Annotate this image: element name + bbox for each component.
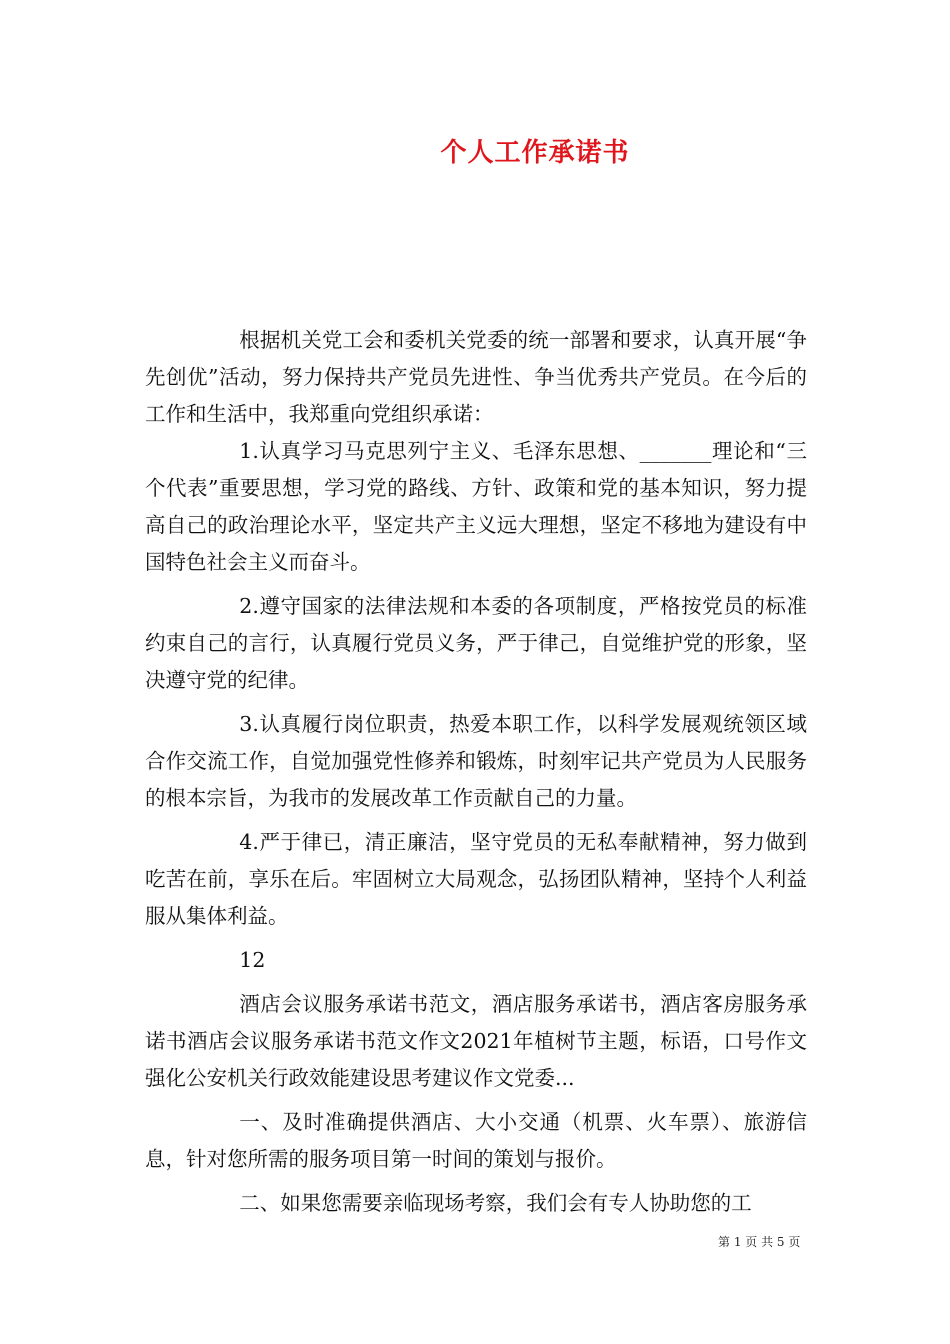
paragraph-commitment-4: 4.严于律已，清正廉洁，坚守党员的无私奉献精神，努力做到吃苦在前，享乐在后。牢固树立大局观念，弘扬团队精神，坚持个人利益服从集体利益。	[145, 830, 807, 928]
page-footer: 第 1 页 共 5 页	[718, 1235, 801, 1249]
document-body	[145, 322, 807, 1222]
paragraph-hotel-item-1: 一、及时准确提供酒店、大小交通（机票、火车票）、旅游信息，针对您所需的服务项目第一时间的策划与报价。	[145, 1110, 807, 1171]
paragraph-hotel-summary: 酒店会议服务承诺书范文，酒店服务承诺书，酒店客房服务承诺书酒店会议服务承诺书范文作文2021年植树节主题，标语，口号作文强化公安机关行政效能建设思考建议作文党委...	[145, 992, 807, 1090]
document-title: 个人工作承诺书	[440, 138, 630, 168]
paragraph-commitment-3: 3.认真履行岗位职责，热爱本职工作，以科学发展观统领区域合作交流工作，自觉加强党性修养和锻炼，时刻牢记共产党员为人民服务的根本宗旨，为我市的发展改革工作贡献自己的力量。	[145, 712, 807, 810]
inline-number: 12	[239, 948, 266, 972]
paragraph-intro: 根据机关党工会和委机关党委的统一部署和要求，认真开展“争先创优”活动，努力保持共产党员先进性、争当优秀共产党员。在今后的工作和生活中，我郑重向党组织承诺：	[145, 328, 807, 426]
paragraph-commitment-1: 1.认真学习马克思列宁主义、毛泽东思想、_______理论和“三个代表”重要思想，学习党的路线、方针、政策和党的基本知识，努力提高自己的政治理论水平，坚定共产主义远大理想，坚定不移地为建设有中国特色社会主义而奋斗。	[145, 439, 807, 574]
paragraph-commitment-2: 2.遵守国家的法律法规和本委的各项制度，严格按党员的标准约束自己的言行，认真履行党员义务，严于律己，自觉维护党的形象，坚决遵守党的纪律。	[145, 594, 807, 692]
paragraph-hotel-item-2: 二、如果您需要亲临现场考察，我们会有专人协助您的工	[239, 1191, 752, 1215]
